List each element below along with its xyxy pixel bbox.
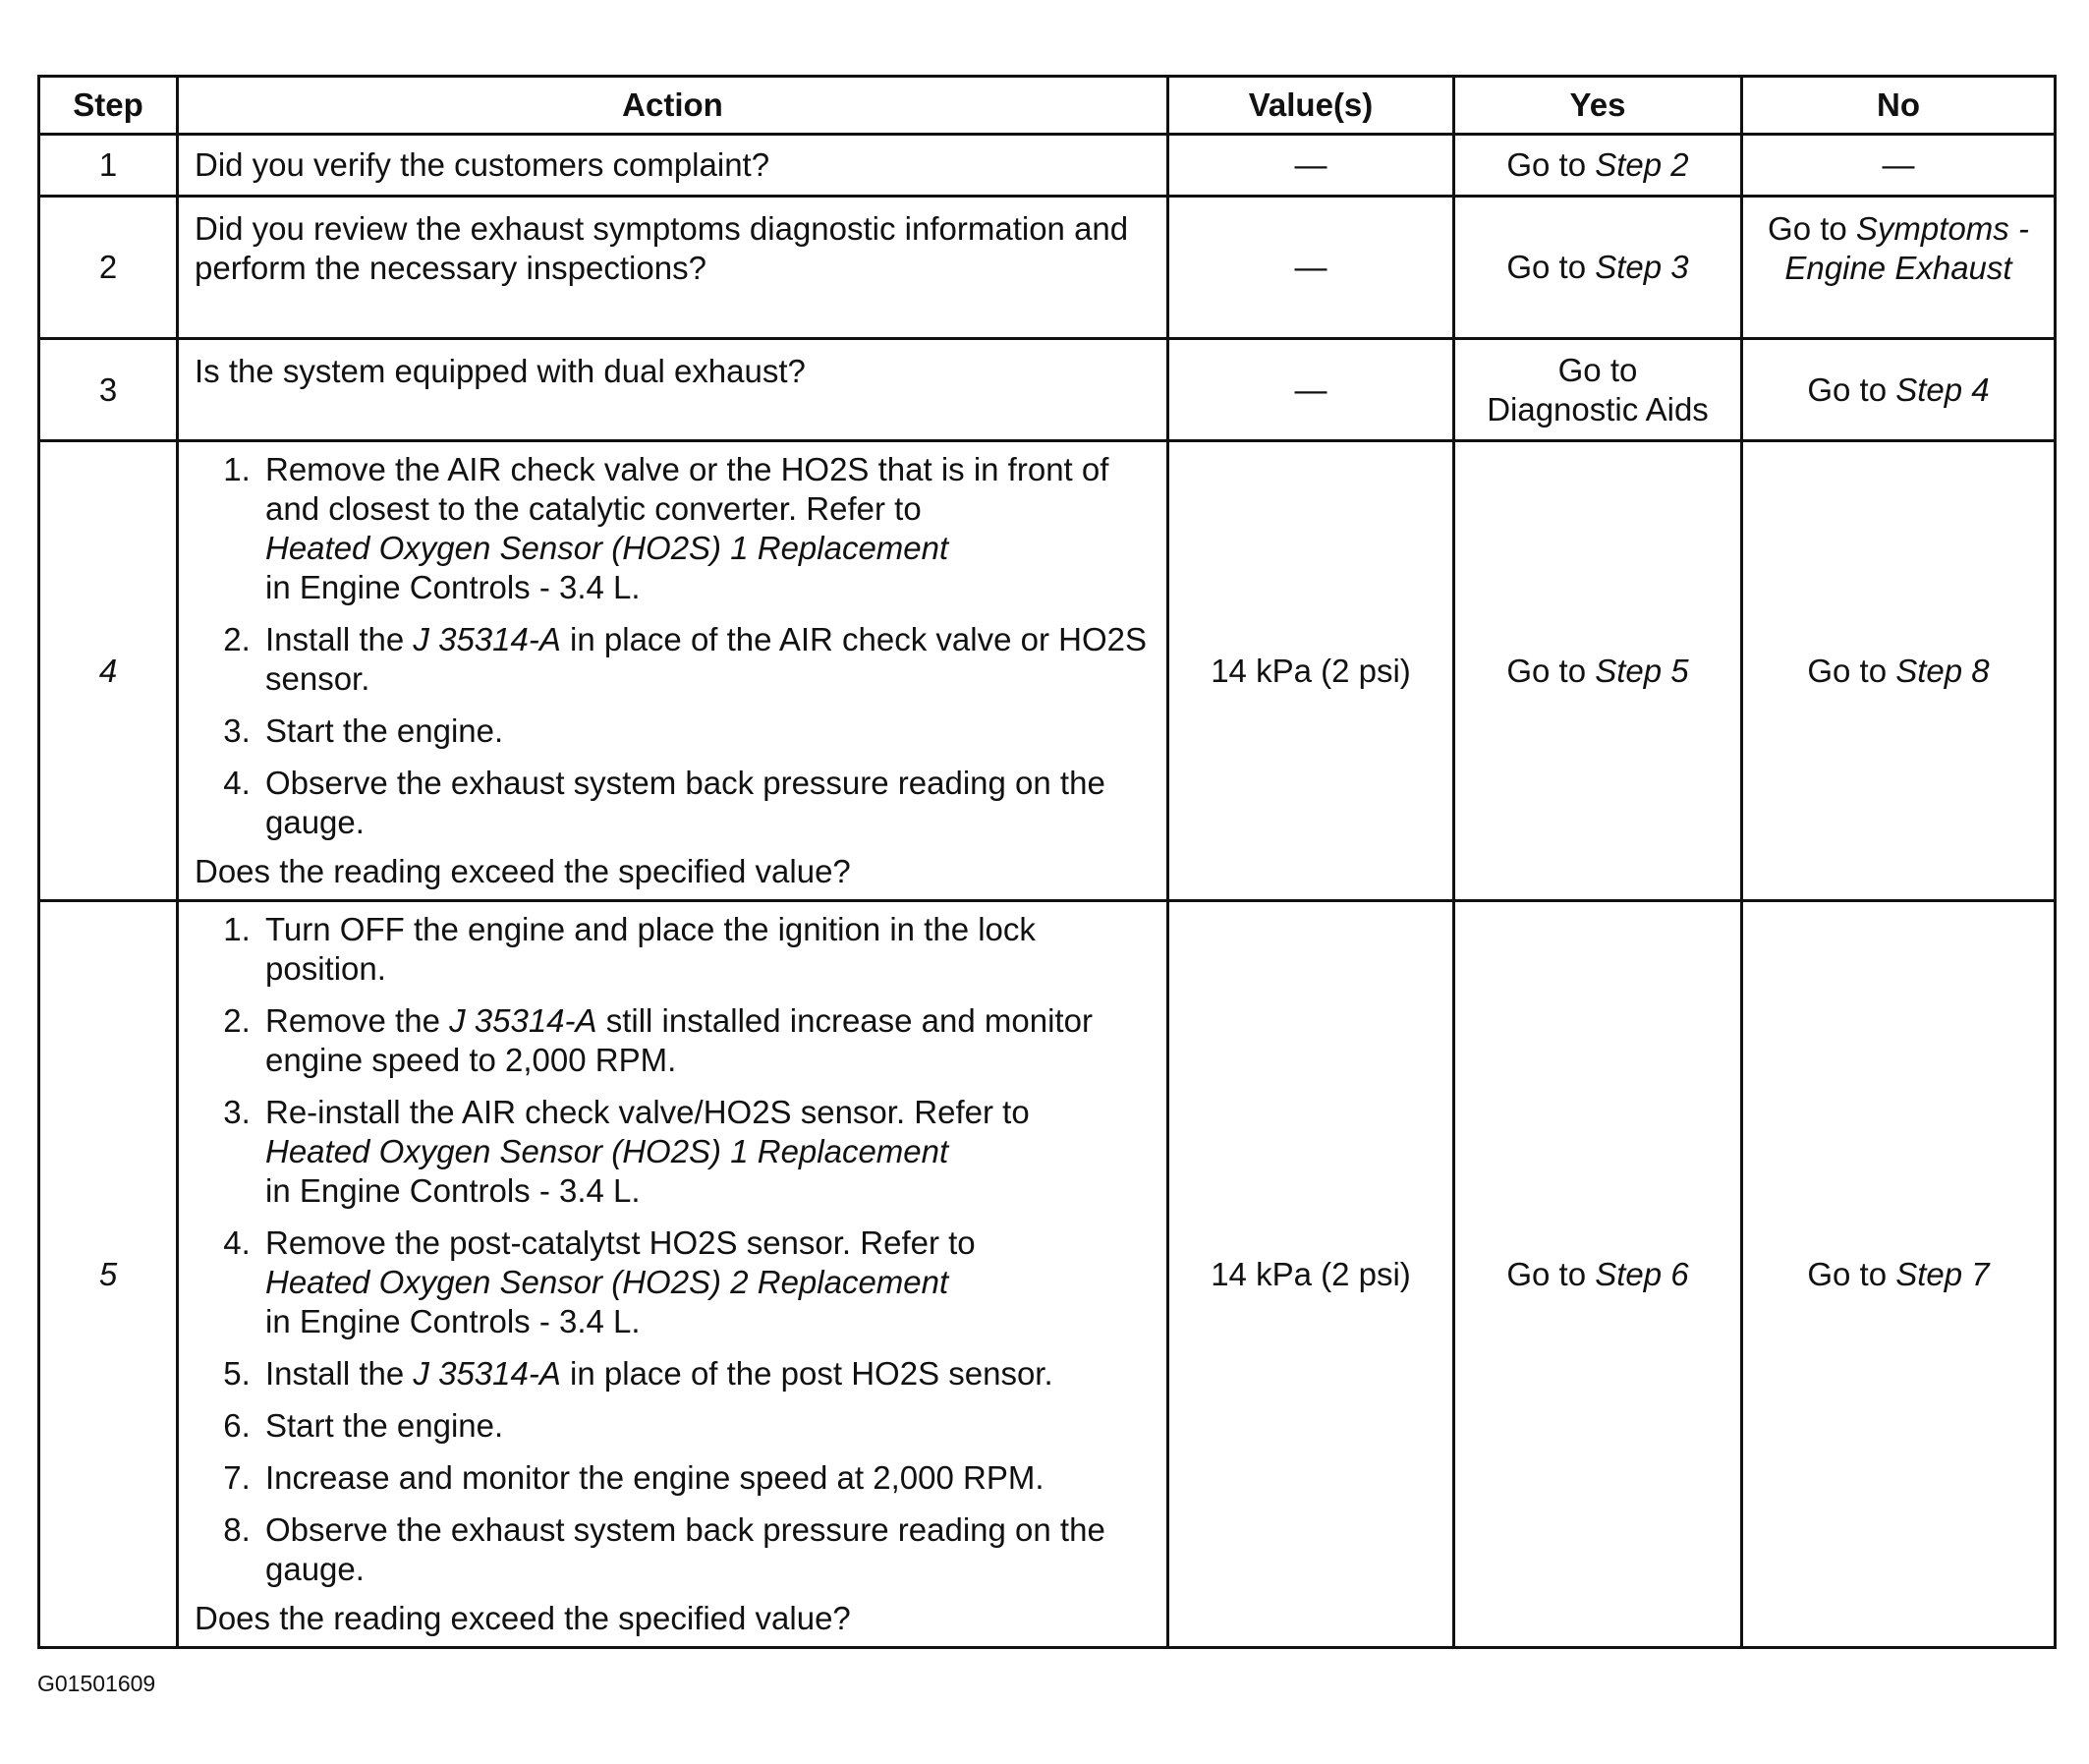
table-row [39,135,2056,197]
step-number: 4 [39,441,178,901]
no-cell: — [1742,135,2056,197]
yes-prefix: Go to [1506,146,1596,183]
yes-cell [1454,441,1742,901]
step-number: 2 [39,197,178,339]
figure-id: G01501609 [37,1671,156,1696]
no-cell [1742,339,2056,441]
yes-target: Step 6 [1595,1255,1689,1292]
value-cell: 14 kPa (2 psi) [1168,441,1454,901]
value-cell: — [1168,197,1454,339]
list-item: 2. Remove the J 35314-A still installed increase and monitor engine speed to 2,000 RPM. [259,1001,1151,1080]
no-target: Step 7 [1895,1255,1990,1292]
yes-prefix: Go to [1506,1255,1596,1292]
no-prefix: Go to [1807,652,1896,689]
yes-target: Step 2 [1595,146,1689,183]
list-item: 6. Start the engine. [259,1406,1151,1446]
value-cell: 14 kPa (2 psi) [1168,901,1454,1648]
list-item: 2. Install the J 35314-A in place of the AIR check valve or HO2S sensor. [259,620,1151,699]
step-number: 3 [39,339,178,441]
header-yes: Yes [1454,77,1742,135]
action-cell [178,339,1168,441]
no-target: Step 4 [1895,370,1990,408]
yes-target: Step 3 [1595,249,1689,285]
no-prefix: Go to [1768,210,1856,247]
no-cell [1742,441,2056,901]
no-prefix: Go to [1807,370,1896,408]
yes-cell [1454,901,1742,1648]
list-item: 4. Remove the post-catalytst HO2S sensor. Refer to Heated Oxygen Sensor (HO2S) 2 Replacement in Engine Controls - 3.4 L. [259,1223,1151,1341]
diagnostic-table [37,75,2057,1649]
no-target: Symptoms - Engine Exhaust [1784,210,2029,286]
yes-prefix: Go to [1506,652,1596,689]
header-action: Action [178,77,1168,135]
yes-prefix: Go to [1506,249,1596,285]
action-question: Does the reading exceed the specified value? [195,853,851,889]
no-cell [1742,197,2056,339]
header-row [39,77,2056,135]
list-item: 7. Increase and monitor the engine speed at 2,000 RPM. [259,1458,1151,1498]
header-no: No [1742,77,2056,135]
action-cell [178,197,1168,339]
action-cell [178,135,1168,197]
action-steps-list [195,450,1151,842]
list-item: 1. Remove the AIR check valve or the HO2S that is in front of and closest to the catalytic converter. Refer to Heated Oxygen Sensor (HO2S) 1 Replacement in Engine Controls - 3.4 L. [259,450,1151,607]
list-item: 3. Start the engine. [259,711,1151,751]
table-row [39,441,2056,901]
table-row [39,901,2056,1648]
table-row [39,197,2056,339]
action-cell [178,441,1168,901]
action-question: Is the system equipped with dual exhaust? [195,353,806,389]
yes-line-2: Diagnostic Aids [1487,390,1709,427]
list-item: 8. Observe the exhaust system back pressure reading on the gauge. [259,1510,1151,1589]
list-item: 4. Observe the exhaust system back pressure reading on the gauge. [259,764,1151,842]
action-question: Did you review the exhaust symptoms diagnostic information and perform the necessary inspections? [195,210,1129,286]
yes-cell [1454,339,1742,441]
list-item: 1. Turn OFF the engine and place the ignition in the lock position. [259,910,1151,989]
yes-target: Step 5 [1595,652,1689,689]
action-cell [178,901,1168,1648]
yes-cell [1454,135,1742,197]
value-cell: — [1168,339,1454,441]
action-question: Did you verify the customers complaint? [195,146,770,183]
yes-cell [1454,197,1742,339]
action-steps-list [195,910,1151,1589]
header-values: Value(s) [1168,77,1454,135]
no-prefix: Go to [1807,1255,1896,1292]
yes-line-1: Go to [1557,351,1638,388]
table-row [39,339,2056,441]
no-target: Step 8 [1895,652,1990,689]
header-step: Step [39,77,178,135]
step-number: 5 [39,901,178,1648]
step-number: 1 [39,135,178,197]
list-item: 5. Install the J 35314-A in place of the post HO2S sensor. [259,1354,1151,1394]
value-cell: — [1168,135,1454,197]
list-item: 3. Re-install the AIR check valve/HO2S sensor. Refer to Heated Oxygen Sensor (HO2S) 1 Replacement in Engine Controls - 3.4 L. [259,1093,1151,1211]
action-question: Does the reading exceed the specified value? [195,1600,851,1636]
no-cell [1742,901,2056,1648]
